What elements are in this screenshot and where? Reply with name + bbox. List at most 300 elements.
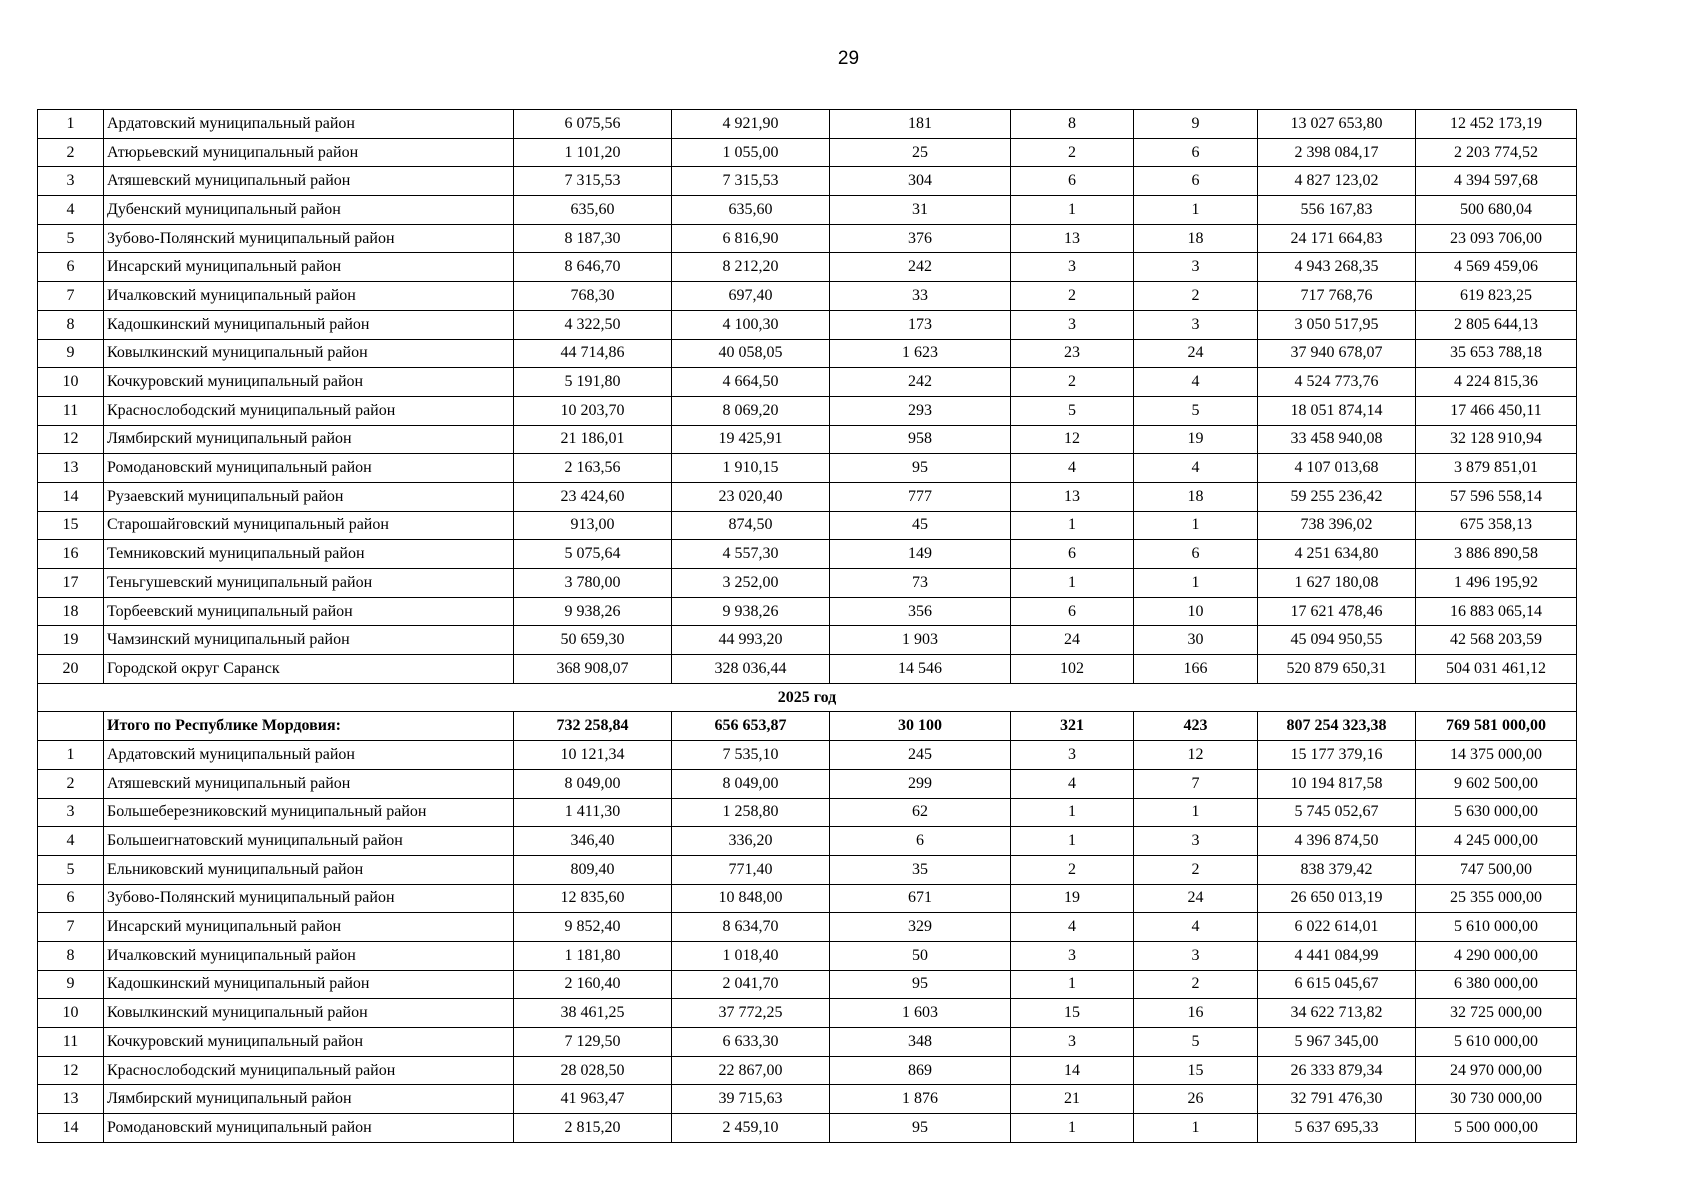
cell-c5: 16 — [1134, 999, 1258, 1028]
cell-c4: 12 — [1011, 425, 1134, 454]
cell-c4: 23 — [1011, 339, 1134, 368]
cell-c1: 4 322,50 — [514, 310, 672, 339]
cell-c1: 12 835,60 — [514, 884, 672, 913]
cell-c2: 1 055,00 — [672, 138, 830, 167]
cell-c5: 2 — [1134, 282, 1258, 311]
cell-c5: 423 — [1134, 712, 1258, 741]
cell-c4: 13 — [1011, 482, 1134, 511]
cell-name: Краснослободский муниципальный район — [104, 1056, 514, 1085]
cell-c2: 8 212,20 — [672, 253, 830, 282]
cell-c4: 1 — [1011, 569, 1134, 598]
cell-c5: 1 — [1134, 569, 1258, 598]
cell-name: Ромодановский муниципальный район — [104, 1114, 514, 1143]
cell-c3: 45 — [830, 511, 1011, 540]
cell-c3: 35 — [830, 855, 1011, 884]
cell-c2: 10 848,00 — [672, 884, 830, 913]
cell-name: Ковылкинский муниципальный район — [104, 339, 514, 368]
cell-c5: 1 — [1134, 798, 1258, 827]
table-row — [38, 368, 1577, 397]
cell-c4: 102 — [1011, 655, 1134, 684]
cell-name: Кочкуровский муниципальный район — [104, 368, 514, 397]
cell-c5: 5 — [1134, 1028, 1258, 1057]
cell-c3: 62 — [830, 798, 1011, 827]
cell-c6: 4 107 013,68 — [1258, 454, 1416, 483]
cell-c6: 5 967 345,00 — [1258, 1028, 1416, 1057]
cell-c6: 2 398 084,17 — [1258, 138, 1416, 167]
section-2024-rows — [38, 110, 1577, 684]
cell-num — [38, 712, 104, 741]
cell-name: Городской округ Саранск — [104, 655, 514, 684]
cell-c4: 2 — [1011, 282, 1134, 311]
table-row — [38, 1028, 1577, 1057]
cell-c7: 14 375 000,00 — [1416, 741, 1577, 770]
cell-c1: 9 938,26 — [514, 597, 672, 626]
cell-c7: 16 883 065,14 — [1416, 597, 1577, 626]
cell-c4: 1 — [1011, 798, 1134, 827]
cell-c1: 8 646,70 — [514, 253, 672, 282]
table-row — [38, 425, 1577, 454]
table-row — [38, 167, 1577, 196]
cell-num: 15 — [38, 511, 104, 540]
cell-c7: 4 224 815,36 — [1416, 368, 1577, 397]
table-row — [38, 999, 1577, 1028]
table-row — [38, 224, 1577, 253]
cell-num: 3 — [38, 798, 104, 827]
cell-name: Зубово-Полянский муниципальный район — [104, 224, 514, 253]
cell-c3: 958 — [830, 425, 1011, 454]
cell-c5: 2 — [1134, 855, 1258, 884]
cell-num: 14 — [38, 1114, 104, 1143]
cell-c2: 9 938,26 — [672, 597, 830, 626]
cell-c6: 717 768,76 — [1258, 282, 1416, 311]
cell-name: Темниковский муниципальный район — [104, 540, 514, 569]
cell-c3: 33 — [830, 282, 1011, 311]
table-row — [38, 941, 1577, 970]
cell-c6: 4 827 123,02 — [1258, 167, 1416, 196]
cell-c6: 6 022 614,01 — [1258, 913, 1416, 942]
cell-name: Ковылкинский муниципальный район — [104, 999, 514, 1028]
cell-c5: 30 — [1134, 626, 1258, 655]
cell-c6: 5 745 052,67 — [1258, 798, 1416, 827]
table-row — [38, 741, 1577, 770]
cell-c6: 13 027 653,80 — [1258, 110, 1416, 139]
table-row — [38, 769, 1577, 798]
cell-c3: 329 — [830, 913, 1011, 942]
cell-c1: 1 411,30 — [514, 798, 672, 827]
cell-c4: 5 — [1011, 396, 1134, 425]
cell-c6: 4 524 773,76 — [1258, 368, 1416, 397]
cell-c7: 500 680,04 — [1416, 196, 1577, 225]
table-row — [38, 396, 1577, 425]
table-row — [38, 1085, 1577, 1114]
cell-num: 7 — [38, 913, 104, 942]
cell-name: Большеберезниковский муниципальный район — [104, 798, 514, 827]
cell-c6: 520 879 650,31 — [1258, 655, 1416, 684]
cell-c6: 33 458 940,08 — [1258, 425, 1416, 454]
cell-c5: 10 — [1134, 597, 1258, 626]
table-row — [38, 540, 1577, 569]
cell-num: 13 — [38, 454, 104, 483]
cell-c4: 21 — [1011, 1085, 1134, 1114]
cell-c6: 807 254 323,38 — [1258, 712, 1416, 741]
cell-c7: 747 500,00 — [1416, 855, 1577, 884]
cell-c3: 304 — [830, 167, 1011, 196]
cell-c7: 4 290 000,00 — [1416, 941, 1577, 970]
cell-num: 10 — [38, 368, 104, 397]
cell-c2: 656 653,87 — [672, 712, 830, 741]
cell-c3: 31 — [830, 196, 1011, 225]
cell-c3: 1 603 — [830, 999, 1011, 1028]
cell-c3: 242 — [830, 253, 1011, 282]
table-row — [38, 482, 1577, 511]
cell-c2: 7 315,53 — [672, 167, 830, 196]
cell-c6: 59 255 236,42 — [1258, 482, 1416, 511]
cell-c2: 6 633,30 — [672, 1028, 830, 1057]
cell-num: 14 — [38, 482, 104, 511]
table-row — [38, 913, 1577, 942]
cell-c5: 2 — [1134, 970, 1258, 999]
cell-c4: 6 — [1011, 540, 1134, 569]
cell-c7: 30 730 000,00 — [1416, 1085, 1577, 1114]
cell-num: 3 — [38, 167, 104, 196]
cell-c3: 348 — [830, 1028, 1011, 1057]
cell-c3: 181 — [830, 110, 1011, 139]
cell-num: 19 — [38, 626, 104, 655]
cell-c3: 1 903 — [830, 626, 1011, 655]
cell-c4: 13 — [1011, 224, 1134, 253]
cell-c3: 173 — [830, 310, 1011, 339]
cell-name: Торбеевский муниципальный район — [104, 597, 514, 626]
cell-c4: 321 — [1011, 712, 1134, 741]
cell-name: Атяшевский муниципальный район — [104, 167, 514, 196]
cell-c3: 95 — [830, 1114, 1011, 1143]
cell-c1: 44 714,86 — [514, 339, 672, 368]
cell-num: 17 — [38, 569, 104, 598]
cell-name: Ромодановский муниципальный район — [104, 454, 514, 483]
cell-c7: 6 380 000,00 — [1416, 970, 1577, 999]
cell-c2: 44 993,20 — [672, 626, 830, 655]
cell-c2: 8 049,00 — [672, 769, 830, 798]
cell-c1: 7 129,50 — [514, 1028, 672, 1057]
cell-num: 8 — [38, 941, 104, 970]
cell-c1: 732 258,84 — [514, 712, 672, 741]
cell-c4: 3 — [1011, 741, 1134, 770]
cell-num: 5 — [38, 224, 104, 253]
cell-c4: 15 — [1011, 999, 1134, 1028]
cell-c5: 4 — [1134, 368, 1258, 397]
cell-c6: 5 637 695,33 — [1258, 1114, 1416, 1143]
cell-c7: 769 581 000,00 — [1416, 712, 1577, 741]
cell-c4: 24 — [1011, 626, 1134, 655]
cell-name: Рузаевский муниципальный район — [104, 482, 514, 511]
cell-c1: 3 780,00 — [514, 569, 672, 598]
cell-c2: 771,40 — [672, 855, 830, 884]
cell-c7: 23 093 706,00 — [1416, 224, 1577, 253]
cell-num: 12 — [38, 425, 104, 454]
cell-c4: 6 — [1011, 167, 1134, 196]
cell-c7: 5 610 000,00 — [1416, 913, 1577, 942]
cell-c6: 17 621 478,46 — [1258, 597, 1416, 626]
cell-c6: 4 251 634,80 — [1258, 540, 1416, 569]
cell-c6: 37 940 678,07 — [1258, 339, 1416, 368]
cell-c7: 504 031 461,12 — [1416, 655, 1577, 684]
cell-c1: 2 815,20 — [514, 1114, 672, 1143]
cell-c7: 57 596 558,14 — [1416, 482, 1577, 511]
table-row — [38, 339, 1577, 368]
cell-num: 6 — [38, 253, 104, 282]
cell-c3: 242 — [830, 368, 1011, 397]
cell-c2: 697,40 — [672, 282, 830, 311]
cell-num: 10 — [38, 999, 104, 1028]
cell-num: 6 — [38, 884, 104, 913]
cell-c5: 166 — [1134, 655, 1258, 684]
year-label: 2025 год — [38, 683, 1577, 712]
cell-c2: 23 020,40 — [672, 482, 830, 511]
cell-c1: 1 101,20 — [514, 138, 672, 167]
cell-c4: 1 — [1011, 1114, 1134, 1143]
cell-c7: 12 452 173,19 — [1416, 110, 1577, 139]
cell-c7: 1 496 195,92 — [1416, 569, 1577, 598]
cell-c7: 24 970 000,00 — [1416, 1056, 1577, 1085]
cell-c6: 15 177 379,16 — [1258, 741, 1416, 770]
cell-c5: 3 — [1134, 941, 1258, 970]
cell-name: Ичалковский муниципальный район — [104, 941, 514, 970]
cell-c7: 32 725 000,00 — [1416, 999, 1577, 1028]
cell-c3: 149 — [830, 540, 1011, 569]
cell-c1: 368 908,07 — [514, 655, 672, 684]
cell-name: Ардатовский муниципальный район — [104, 110, 514, 139]
cell-c6: 4 441 084,99 — [1258, 941, 1416, 970]
cell-c7: 5 610 000,00 — [1416, 1028, 1577, 1057]
cell-c7: 3 879 851,01 — [1416, 454, 1577, 483]
cell-name: Краснослободский муниципальный район — [104, 396, 514, 425]
cell-c5: 1 — [1134, 1114, 1258, 1143]
cell-c7: 4 394 597,68 — [1416, 167, 1577, 196]
total-row — [38, 712, 1577, 741]
cell-num: 18 — [38, 597, 104, 626]
cell-c4: 3 — [1011, 1028, 1134, 1057]
cell-name: Зубово-Полянский муниципальный район — [104, 884, 514, 913]
cell-num: 2 — [38, 769, 104, 798]
cell-name: Кадошкинский муниципальный район — [104, 970, 514, 999]
year-divider — [38, 683, 1577, 712]
table-row — [38, 884, 1577, 913]
cell-c4: 19 — [1011, 884, 1134, 913]
cell-c2: 874,50 — [672, 511, 830, 540]
table-row — [38, 110, 1577, 139]
cell-name: Ичалковский муниципальный район — [104, 282, 514, 311]
cell-c3: 14 546 — [830, 655, 1011, 684]
cell-c2: 8 069,20 — [672, 396, 830, 425]
cell-name: Кочкуровский муниципальный район — [104, 1028, 514, 1057]
cell-c2: 1 018,40 — [672, 941, 830, 970]
cell-c3: 777 — [830, 482, 1011, 511]
cell-c2: 1 910,15 — [672, 454, 830, 483]
cell-c1: 41 963,47 — [514, 1085, 672, 1114]
cell-c5: 3 — [1134, 827, 1258, 856]
cell-c5: 15 — [1134, 1056, 1258, 1085]
cell-c7: 619 823,25 — [1416, 282, 1577, 311]
cell-c6: 18 051 874,14 — [1258, 396, 1416, 425]
cell-c4: 3 — [1011, 941, 1134, 970]
cell-c7: 5 500 000,00 — [1416, 1114, 1577, 1143]
cell-c2: 4 557,30 — [672, 540, 830, 569]
cell-c7: 17 466 450,11 — [1416, 396, 1577, 425]
cell-name: Большеигнатовский муниципальный район — [104, 827, 514, 856]
cell-num: 4 — [38, 196, 104, 225]
cell-c4: 1 — [1011, 196, 1134, 225]
table-row — [38, 1056, 1577, 1085]
cell-c1: 38 461,25 — [514, 999, 672, 1028]
cell-c4: 1 — [1011, 511, 1134, 540]
table-row — [38, 626, 1577, 655]
cell-c2: 2 041,70 — [672, 970, 830, 999]
cell-c3: 356 — [830, 597, 1011, 626]
cell-c6: 838 379,42 — [1258, 855, 1416, 884]
cell-c2: 39 715,63 — [672, 1085, 830, 1114]
cell-name: Лямбирский муниципальный район — [104, 1085, 514, 1114]
cell-c1: 9 852,40 — [514, 913, 672, 942]
cell-c7: 42 568 203,59 — [1416, 626, 1577, 655]
year-row — [38, 683, 1577, 712]
cell-c5: 6 — [1134, 167, 1258, 196]
cell-num: 7 — [38, 282, 104, 311]
cell-c6: 4 943 268,35 — [1258, 253, 1416, 282]
cell-name: Кадошкинский муниципальный район — [104, 310, 514, 339]
cell-c2: 8 634,70 — [672, 913, 830, 942]
cell-c1: 10 121,34 — [514, 741, 672, 770]
cell-c7: 32 128 910,94 — [1416, 425, 1577, 454]
cell-c3: 95 — [830, 454, 1011, 483]
cell-num: 13 — [38, 1085, 104, 1114]
cell-name: Теньгушевский муниципальный район — [104, 569, 514, 598]
cell-c1: 5 075,64 — [514, 540, 672, 569]
cell-num: 12 — [38, 1056, 104, 1085]
cell-c7: 35 653 788,18 — [1416, 339, 1577, 368]
cell-c6: 32 791 476,30 — [1258, 1085, 1416, 1114]
cell-c1: 768,30 — [514, 282, 672, 311]
cell-c5: 4 — [1134, 454, 1258, 483]
cell-num: 11 — [38, 1028, 104, 1057]
cell-name: Старошайговский муниципальный район — [104, 511, 514, 540]
cell-c1: 28 028,50 — [514, 1056, 672, 1085]
cell-c2: 19 425,91 — [672, 425, 830, 454]
cell-c5: 6 — [1134, 138, 1258, 167]
cell-c6: 26 650 013,19 — [1258, 884, 1416, 913]
cell-c3: 869 — [830, 1056, 1011, 1085]
cell-c1: 21 186,01 — [514, 425, 672, 454]
cell-num: 9 — [38, 970, 104, 999]
cell-c4: 14 — [1011, 1056, 1134, 1085]
cell-c3: 293 — [830, 396, 1011, 425]
cell-c2: 40 058,05 — [672, 339, 830, 368]
cell-c5: 24 — [1134, 884, 1258, 913]
table-row — [38, 597, 1577, 626]
cell-c1: 8 187,30 — [514, 224, 672, 253]
table-row — [38, 1114, 1577, 1143]
table-row — [38, 138, 1577, 167]
cell-c6: 1 627 180,08 — [1258, 569, 1416, 598]
table-row — [38, 253, 1577, 282]
cell-c3: 1 623 — [830, 339, 1011, 368]
cell-c3: 1 876 — [830, 1085, 1011, 1114]
cell-num: 4 — [38, 827, 104, 856]
cell-c4: 2 — [1011, 368, 1134, 397]
cell-name: Атяшевский муниципальный район — [104, 769, 514, 798]
cell-name: Чамзинский муниципальный район — [104, 626, 514, 655]
cell-c1: 7 315,53 — [514, 167, 672, 196]
cell-num: 2 — [38, 138, 104, 167]
cell-name: Инсарский муниципальный район — [104, 253, 514, 282]
cell-c1: 635,60 — [514, 196, 672, 225]
cell-c3: 73 — [830, 569, 1011, 598]
cell-c1: 6 075,56 — [514, 110, 672, 139]
cell-c3: 671 — [830, 884, 1011, 913]
cell-c5: 4 — [1134, 913, 1258, 942]
cell-c5: 3 — [1134, 310, 1258, 339]
cell-c3: 30 100 — [830, 712, 1011, 741]
cell-c6: 3 050 517,95 — [1258, 310, 1416, 339]
cell-c2: 22 867,00 — [672, 1056, 830, 1085]
cell-name: Ардатовский муниципальный район — [104, 741, 514, 770]
cell-c7: 675 358,13 — [1416, 511, 1577, 540]
table-row — [38, 655, 1577, 684]
cell-num: 1 — [38, 741, 104, 770]
cell-c1: 5 191,80 — [514, 368, 672, 397]
table-row — [38, 196, 1577, 225]
cell-num: 1 — [38, 110, 104, 139]
table-row — [38, 855, 1577, 884]
cell-c5: 12 — [1134, 741, 1258, 770]
cell-name: Атюрьевский муниципальный район — [104, 138, 514, 167]
cell-c5: 7 — [1134, 769, 1258, 798]
cell-name: Дубенский муниципальный район — [104, 196, 514, 225]
cell-name: Лямбирский муниципальный район — [104, 425, 514, 454]
data-table — [37, 109, 1577, 1143]
cell-num: 16 — [38, 540, 104, 569]
cell-num: 8 — [38, 310, 104, 339]
table-row — [38, 310, 1577, 339]
cell-c7: 3 886 890,58 — [1416, 540, 1577, 569]
cell-c2: 336,20 — [672, 827, 830, 856]
cell-c4: 4 — [1011, 769, 1134, 798]
cell-c7: 2 203 774,52 — [1416, 138, 1577, 167]
cell-c3: 25 — [830, 138, 1011, 167]
table-row — [38, 454, 1577, 483]
cell-c5: 1 — [1134, 511, 1258, 540]
cell-c7: 4 245 000,00 — [1416, 827, 1577, 856]
cell-c1: 1 181,80 — [514, 941, 672, 970]
cell-name: Итого по Республике Мордовия: — [104, 712, 514, 741]
cell-c4: 8 — [1011, 110, 1134, 139]
table-row — [38, 511, 1577, 540]
section-2025-rows — [38, 741, 1577, 1143]
cell-c7: 9 602 500,00 — [1416, 769, 1577, 798]
cell-c2: 635,60 — [672, 196, 830, 225]
cell-c2: 1 258,80 — [672, 798, 830, 827]
cell-name: Ельниковский муниципальный район — [104, 855, 514, 884]
cell-name: Инсарский муниципальный район — [104, 913, 514, 942]
cell-c6: 34 622 713,82 — [1258, 999, 1416, 1028]
cell-c3: 95 — [830, 970, 1011, 999]
total-section — [38, 712, 1577, 741]
table-row — [38, 798, 1577, 827]
cell-c6: 738 396,02 — [1258, 511, 1416, 540]
cell-c3: 50 — [830, 941, 1011, 970]
cell-c1: 809,40 — [514, 855, 672, 884]
cell-c5: 3 — [1134, 253, 1258, 282]
cell-c6: 45 094 950,55 — [1258, 626, 1416, 655]
